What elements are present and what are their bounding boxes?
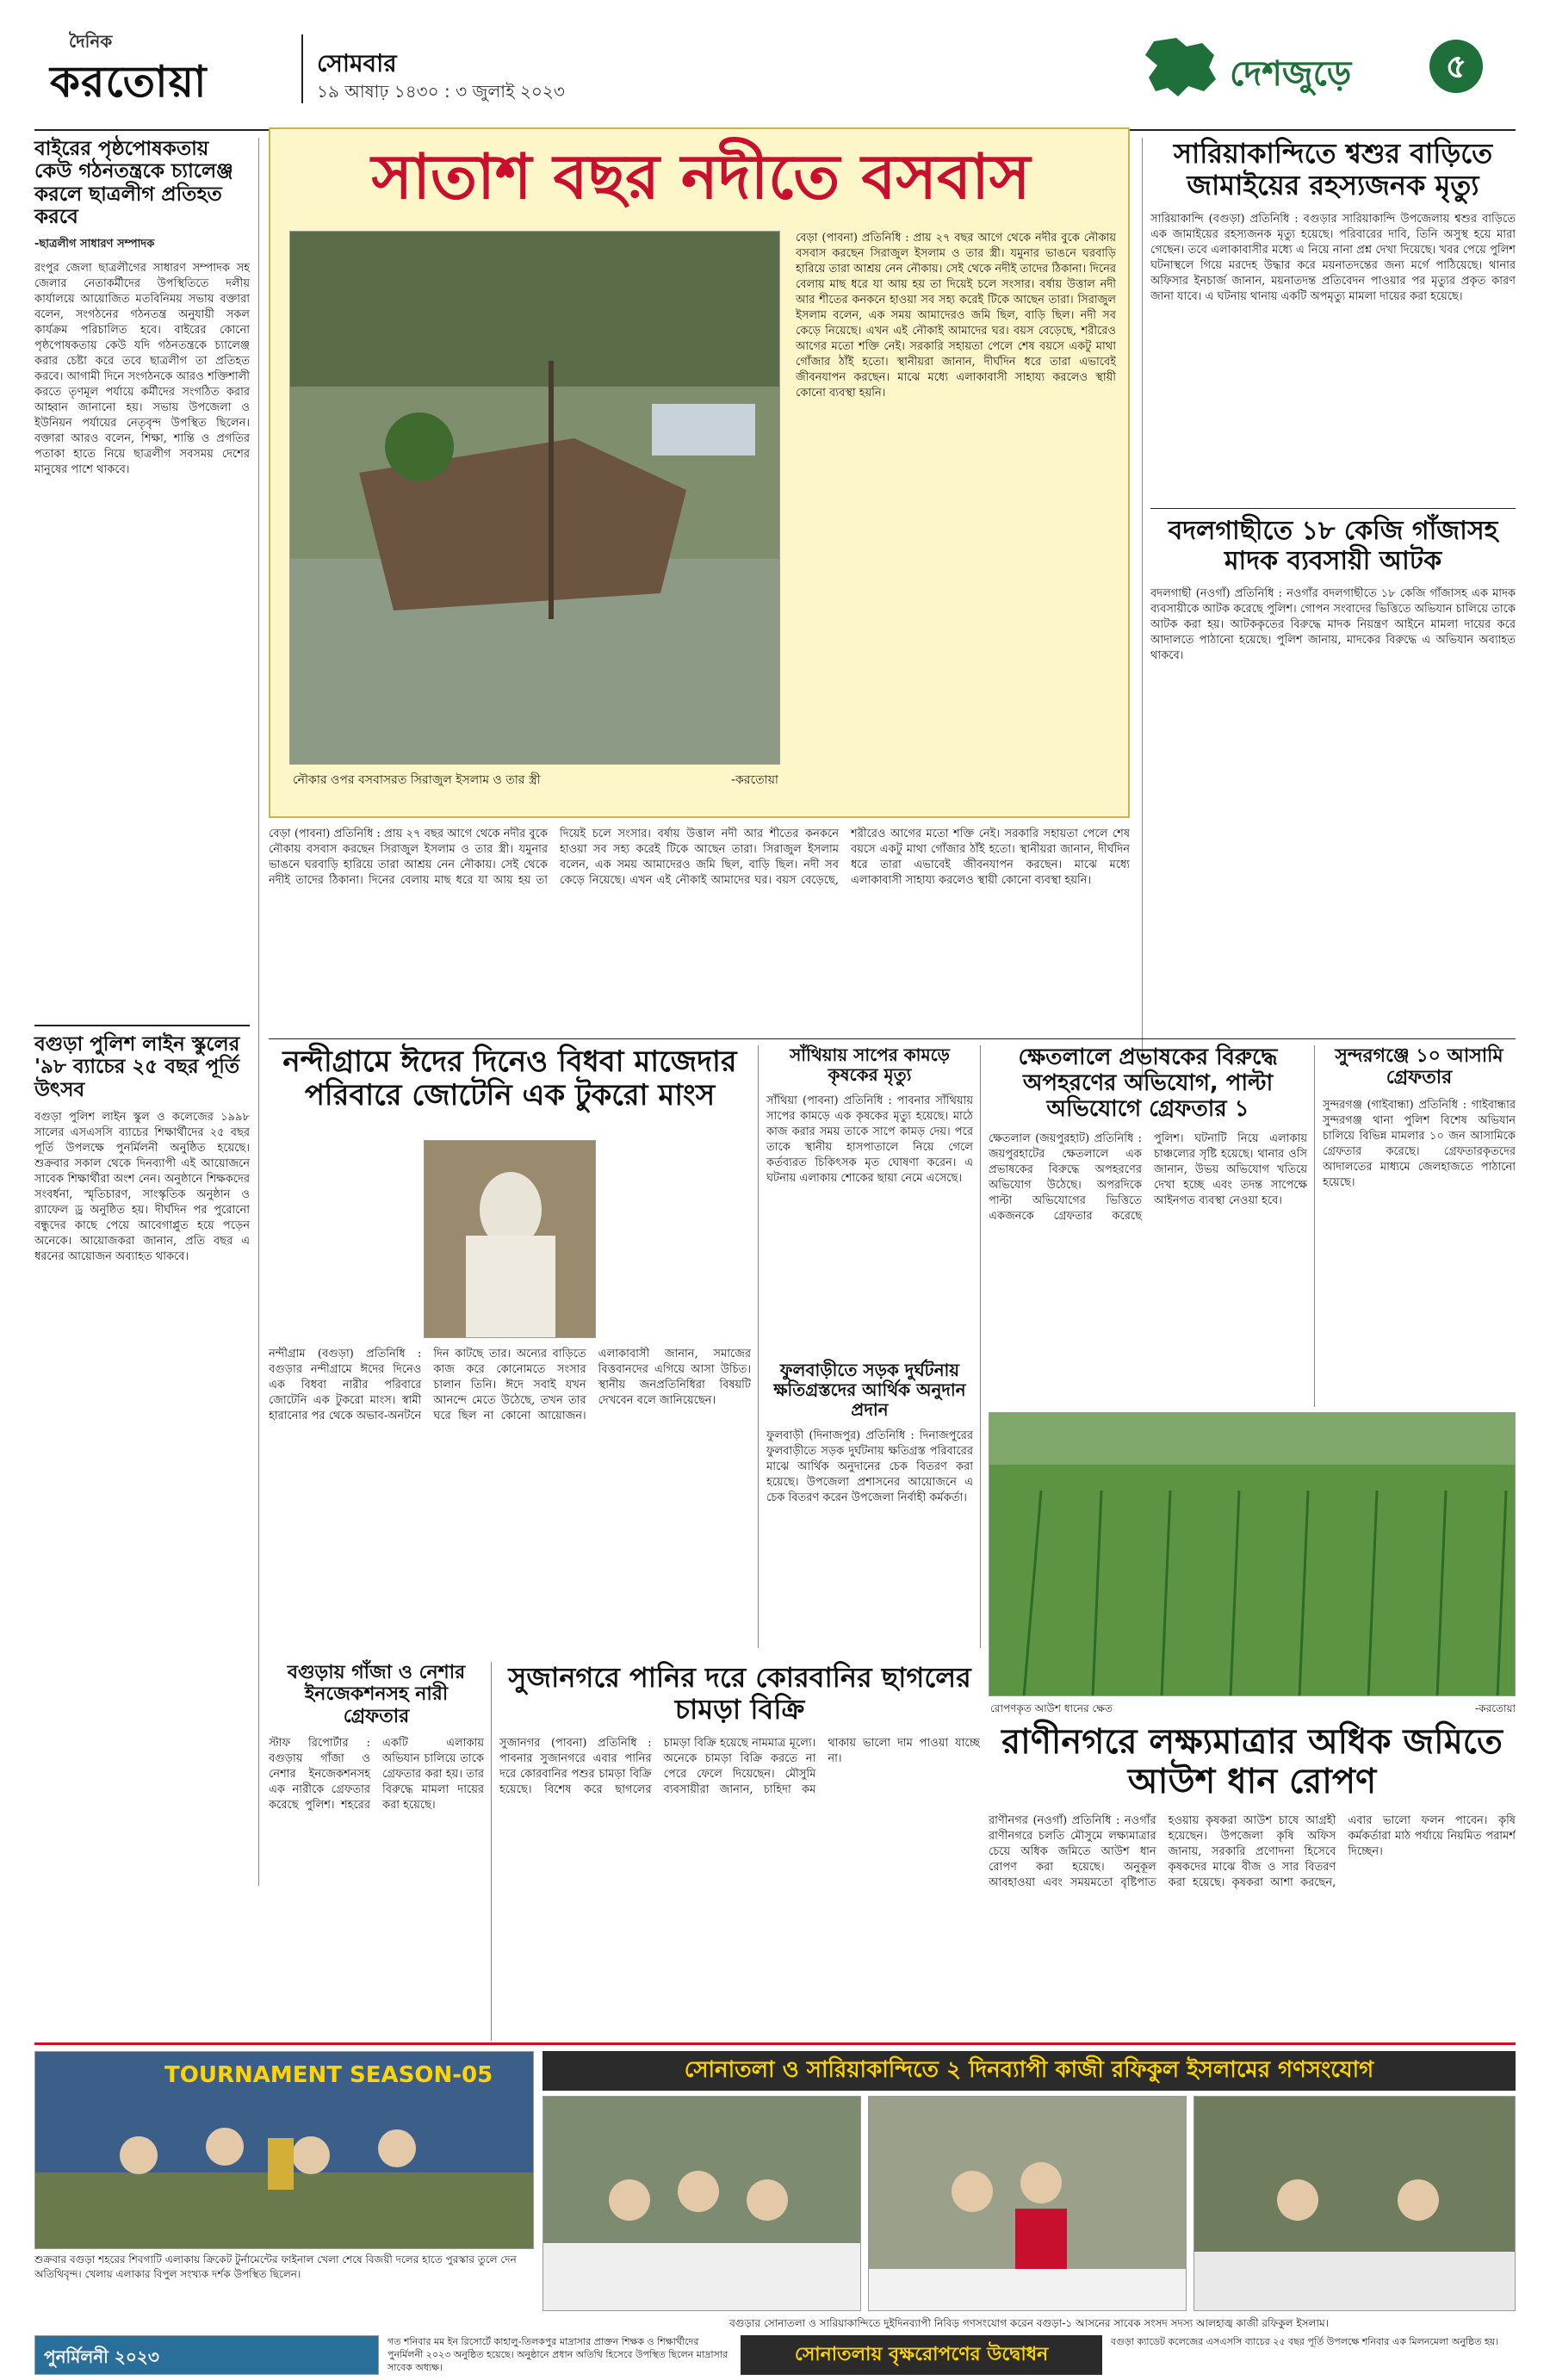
lead-photo-caption: নৌকার ওপর বসবাসরত সিরাজুল ইসলাম ও তার স্ত্রী	[293, 773, 541, 787]
lower-rule	[491, 1662, 492, 2041]
lead-story-box	[269, 127, 1130, 818]
gono-caption: বগুড়ার সোনাতলা ও সারিয়াকান্দিতে দুইদিনব্যাপী নিবিড় গণসংযোগ করেন বগুড়া-১ আসনের সাবেক সংসদ সদস্য আলহাজ্ব কাজী রফিকুল ইসলাম।	[729, 2317, 1329, 2329]
lead-photo-credit: -করতোয়া	[730, 773, 778, 787]
left-divider	[34, 1025, 250, 1026]
article-headline: বদলগাছীতে ১৮ কেজি গাঁজাসহ মাদক ব্যবসায়ী আটক	[1168, 516, 1498, 576]
tree-planting-title: সোনাতলায় বৃক্ষরোপণের উদ্বোধন	[794, 2344, 1049, 2365]
right-divider	[1150, 508, 1516, 509]
mid-rule-2	[980, 1045, 981, 1648]
article-body: সুন্দরগঞ্জ (গাইবান্ধা) প্রতিনিধি : গাইবান্ধার সুন্দরগঞ্জ থানা পুলিশ বিশেষ অভিযান চালিয়ে বিভিন্ন মামলার ১০ জন আসামিকে গ্রেফতার করেছে। গ্রেফতারকৃতদের আদালতের মাধ্যমে জেলহাজতে পাঠানো হয়েছে।	[1323, 1098, 1516, 1189]
lead-headline: সাতাশ বছর নদীতে বসবাস	[371, 140, 1031, 213]
page-divider	[269, 1038, 1516, 1039]
article-headline: রাণীনগরে লক্ষ্যমাত্রার অধিক জমিতে আউশ ধান রোপণ	[1001, 1722, 1503, 1801]
mid-rule-1	[758, 1045, 759, 1648]
bogura-ganja-article	[269, 1662, 484, 2041]
gono-banner	[542, 2051, 1516, 2091]
reunion-caption: গত শনিবার মম ইন রিসোর্টে কাহালু-তিলকপুর মাদ্রাসার প্রাক্তন শিক্ষক ও শিক্ষার্থীদের পুনর্মিলনী ২০২৩ অনুষ্ঠিত হয়েছে। অনুষ্ঠানে প্রধান অতিথি হিসেবে উপস্থিত ছিলেন মাদ্রাসার সাবেক অধ্যক্ষ।	[388, 2336, 728, 2373]
tournament-photo	[34, 2051, 534, 2249]
article-headline: বগুড়ায় গাঁজা ও নেশার ইনজেকশনসহ নারী গ্রেফতার	[287, 1662, 466, 1727]
lead-body-side: বেড়া (পাবনা) প্রতিনিধি : প্রায় ২৭ বছর আগে থেকে নদীর বুকে নৌকায় বসবাস করছেন সিরাজুল ইসলাম ও তার স্ত্রী। যমুনার ভাঙনে ঘরবাড়ি হারিয়ে তারা আশ্রয় নেন নৌকায়। সেই থেকে নদীই তাদের ঠিকানা। দিনের বেলায় মাছ ধরে যা আয় হয় তা দিয়েই চলে সংসার। বর্ষায় উত্তাল নদী আর শীতের কনকনে হাওয়া সব সহ্য করেই টিকে আছেন তারা। সিরাজুল ইসলাম বলেন, এক সময় আমাদেরও জমি ছিল, বাড়ি ছিল। নদী সব কেড়ে নিয়েছে। এখন এই নৌকাই আমাদের ঘর। বয়স বেড়েছে, শরীরেও আগের মতো শক্তি নেই। সরকারি সহায়তা পেলে শেষ বয়সে একটু মাথা গোঁজার ঠাঁই হতো। স্থানীয়রা জানান, দীর্ঘদিন ধরে তারা এভাবেই জীবনযাপন করছেন। মাঝে মধ্যে এলাকাবাসী সাহায্য করলেও স্থায়ী কোনো ব্যবস্থা হয়নি।	[796, 232, 1116, 400]
article-headline: বগুড়া পুলিশ লাইন স্কুলের '৯৮ ব্যাচের ২৫ বছর পূর্তি উৎসব	[34, 1033, 240, 1101]
reunion-photo	[34, 2335, 379, 2375]
article-headline: ক্ষেতলালে প্রভাষকের বিরুদ্ধে অপহরণের অভিযোগ, পাল্টা অভিযোগে গ্রেফতার ১	[1018, 1044, 1278, 1122]
section-title: দেশজুড়ে	[1230, 54, 1352, 94]
gono-banner-title: সোনাতলা ও সারিয়াকান্দিতে ২ দিনব্যাপী কাজী রফিকুল ইসলামের গণসংযোগ	[684, 2057, 1374, 2083]
gono-photo-3	[1194, 2096, 1516, 2311]
ketlal-article	[989, 1045, 1307, 1407]
lead-photo	[289, 231, 780, 765]
reunion-banner-text: পুনর্মিলনী ২০২৩	[44, 2346, 159, 2367]
paddy-photo	[989, 1412, 1516, 1696]
article-body: বগুড়া পুলিশ লাইন স্কুল ও কলেজের ১৯৯৮ সালের এসএসসি ব্যাচের শিক্ষার্থীদের ২৫ বছর পূর্তি উপলক্ষে পুনর্মিলনী অনুষ্ঠিত হয়েছে। শুক্রবার সকাল থেকে দিনব্যাপী এই আয়োজনে সাবেক শিক্ষার্থীরা অংশ নেন। অনুষ্ঠানে শিক্ষকদের সংবর্ধনা, স্মৃতিচারণ, সাংস্কৃতিক অনুষ্ঠান ও র‍্যাফেল ড্র অনুষ্ঠিত হয়। দীর্ঘদিন পর পুরোনো বন্ধুদের কাছে পেয়ে আবেগাপ্লুত হয়ে পড়েন অনেকে। আয়োজকরা জানান, প্রতি বছর এ ধরনের আয়োজন অব্যাহত থাকবে।	[34, 1111, 250, 1264]
tournament-banner-text: TOURNAMENT SEASON-05	[164, 2062, 493, 2088]
snake-article	[766, 1045, 973, 1355]
article-headline: ফুলবাড়ীতে সড়ক দুর্ঘটনায় ক্ষতিগ্রস্তদের আর্থিক অনুদান প্রদান	[773, 1360, 966, 1420]
article-headline: সাঁথিয়ায় সাপের কামড়ে কৃষকের মৃত্যু	[790, 1044, 950, 1085]
article-body: রংপুর জেলা ছাত্রলীগের সাধারণ সম্পাদক সহ জেলার নেতাকর্মীদের উপস্থিতিতে দলীয় কার্যালয়ে আয়োজিত মতবিনিময় সভায় বক্তারা বলেন, সংগঠনের গঠনতন্ত্র অনুযায়ী সকল কার্যক্রম পরিচালিত হবে। বাইরের কোনো পৃষ্ঠপোষকতায় কেউ যদি গঠনতন্ত্রকে চ্যালেঞ্জ করার চেষ্টা করে তবে ছাত্রলীগ তা প্রতিহত করবে। আগামী দিনে সংগঠনকে আরও শক্তিশালী করতে তৃণমূল পর্যায়ে কর্মীদের সংগঠিত করার আহ্বান জানানো হয়। সভায় উপজেলা ও ইউনিয়ন পর্যায়ের নেতৃবৃন্দ উপস্থিত ছিলেন। বক্তারা আরও বলেন, শিক্ষা, শান্তি ও প্রগতির পতাকা হাতে নিয়ে ছাত্রলীগ সবসময় দেশের মানুষের পাশে থাকবে।	[34, 261, 250, 476]
article-body: ফুলবাড়ী (দিনাজপুর) প্রতিনিধি : দিনাজপুরের ফুলবাড়ীতে সড়ক দুর্ঘটনায় ক্ষতিগ্রস্ত পরিবারের মাঝে আর্থিক অনুদানের চেক বিতরণ করা হয়েছে। উপজেলা প্রশাসনের আয়োজনে এ চেক বিতরণ করেন উপজেলা নির্বাহী কর্মকর্তা।	[766, 1429, 973, 1504]
sundarganj-article	[1323, 1045, 1516, 1407]
bottom-section-rule	[34, 2042, 1516, 2045]
logo-main: করতোয়া	[50, 56, 208, 107]
article-body: ক্ষেতলাল (জয়পুরহাট) প্রতিনিধি : জয়পুরহাটের ক্ষেতলালে এক প্রভাষকের বিরুদ্ধে অপহরণের অভিযোগ উঠেছে। অপরদিকে পাল্টা অভিযোগের ভিত্তিতে একজনকে গ্রেফতার করেছে পুলিশ। ঘটনাটি নিয়ে এলাকায় চাঞ্চল্যের সৃষ্টি হয়েছে। থানার ওসি জানান, উভয় অভিযোগ খতিয়ে দেখা হচ্ছে এবং তদন্ত সাপেক্ষে আইনগত ব্যবস্থা নেওয়া হবে।	[989, 1131, 1307, 1223]
right-top-article	[1150, 138, 1516, 499]
article-headline: নন্দীগ্রামে ঈদের দিনেও বিধবা মাজেদার পরিবারে জোটেনি এক টুকরো মাংস	[282, 1044, 737, 1113]
weekday: সোমবার	[317, 49, 397, 77]
article-body: সুজানগর (পাবনা) প্রতিনিধি : পাবনার সুজানগরে এবার পানির দরে কোরবানির পশুর চামড়া বিক্রি হয়েছে। বিশেষ করে ছাগলের চামড়া বিক্রি হয়েছে নামমাত্র মূল্যে। অনেকে চামড়া বিক্রি করতে না পেরে ফেলে দিয়েছেন। মৌসুমি ব্যবসায়ীরা জানান, চাহিদা কম থাকায় ভালো দাম পাওয়া যাচ্ছে না।	[499, 1736, 980, 1796]
right-col-rule	[1142, 138, 1143, 1085]
tournament-caption: শুক্রবার বগুড়া শহরের শিবগাটি এলাকায় ক্রিকেট টুর্নামেন্টের ফাইনাল খেলা শেষে বিজয়ী দলের হাতে পুরস্কার তুলে দেন অতিথিবৃন্দ। খেলায় এলাকার বিপুল সংখ্যক দর্শক উপস্থিত ছিলেন।	[34, 2253, 517, 2280]
tree-planting-title-box	[741, 2335, 1102, 2375]
article-byline: -ছাত্রলীগ সাধারণ সম্পাদক	[34, 237, 155, 251]
article-body: নন্দীগ্রাম (বগুড়া) প্রতিনিধি : বগুড়ার নন্দীগ্রামে ঈদের দিনেও এক বিধবা নারীর পরিবারে জোটেনি এক টুকরো মাংস। স্বামী হারানোর পর থেকে অভাব-অনটনে দিন কাটছে তার। অন্যের বাড়িতে কাজ করে কোনোমতে সংসার চালান তিনি। ঈদে সবাই যখন আনন্দে মেতে উঠেছে, তখন তার ঘরে ছিল না কোনো আয়োজন। এলাকাবাসী জানান, সমাজের বিত্তবানদের এগিয়ে আসা উচিত। স্থানীয় জনপ্রতিনিধিরা বিষয়টি দেখবেন বলে জানিয়েছেন।	[269, 1348, 751, 1422]
article-body: বদলগাছী (নওগাঁ) প্রতিনিধি : নওগাঁর বদলগাছীতে ১৮ কেজি গাঁজাসহ এক মাদক ব্যবসায়ীকে আটক করেছে পুলিশ। গোপন সংবাদের ভিত্তিতে অভিযান চালিয়ে তাকে আটক করা হয়। আটককৃতের বিরুদ্ধে মাদক নিয়ন্ত্রণ আইনে মামলা দায়ের করে আদালতে পাঠানো হয়েছে। পুলিশ জানায়, মাদকের বিরুদ্ধে এ অভিযান অব্যাহত থাকবে।	[1150, 587, 1516, 662]
widow-photo	[424, 1140, 596, 1338]
bangladesh-map-icon	[1137, 34, 1223, 102]
article-headline: বাইরের পৃষ্ঠপোষকতায় কেউ গঠনতন্ত্রকে চ্যালেঞ্জ করলে ছাত্রলীগ প্রতিহত করবে	[34, 138, 233, 229]
kadet-caption: বগুড়া ক্যাডেট কলেজের এসএসসি ব্যাচের ২৫ বছর পূর্তি উপলক্ষে শনিবার এক মিলনমেলা অনুষ্ঠিত হয়।	[1111, 2336, 1499, 2347]
masthead	[0, 0, 1550, 129]
article-headline: সারিয়াকান্দিতে শ্বশুর বাড়িতে জামাইয়ের রহস্যজনক মৃত্যু	[1173, 137, 1493, 201]
masthead-divider	[301, 34, 303, 103]
article-headline: সুজানগরে পানির দরে কোরবানির ছাগলের চামড়া বিক্রি	[508, 1661, 971, 1726]
date-line: ১৯ আষাঢ় ১৪৩০ : ৩ জুলাই ২০২৩	[317, 81, 565, 102]
right-mid-article	[1150, 517, 1516, 861]
mid-rule-3	[1314, 1045, 1315, 1407]
article-body: স্টাফ রিপোর্টার : বগুড়ায় গাঁজা ও নেশার ইনজেকশনসহ এক নারীকে গ্রেফতার করেছে পুলিশ। শহরের একটি এলাকায় অভিযান চালিয়ে তাকে গ্রেফতার করা হয়। তার বিরুদ্ধে মামলা দায়ের করা হয়েছে।	[269, 1736, 484, 1812]
paddy-photo-caption: রোপণকৃত আউশ ধানের ক্ষেত	[990, 1702, 1113, 1714]
article-body: রাণীনগর (নওগাঁ) প্রতিনিধি : নওগাঁর রাণীনগরে চলতি মৌসুমে লক্ষ্যমাত্রার চেয়ে অধিক জমিতে আউশ ধান রোপণ করা হয়েছে। অনুকূল আবহাওয়া এবং সময়মতো বৃষ্টিপাত হওয়ায় কৃষকরা আউশ চাষে আগ্রহী হয়েছেন। উপজেলা কৃষি অফিস জানায়, সরকারি প্রণোদনা হিসেবে কৃষকদের মাঝে বীজ ও সার বিতরণ করা হয়েছে। কৃষকরা আশা করছেন, এবার ভালো ফলন পাবেন। কৃষি কর্মকর্তারা মাঠ পর্যায়ে নিয়মিত পরামর্শ দিচ্ছেন।	[989, 1814, 1516, 1889]
article-body: সারিয়াকান্দি (বগুড়া) প্রতিনিধি : বগুড়ার সারিয়াকান্দি উপজেলায় শ্বশুর বাড়িতে এক জামাইয়ের রহস্যজনক মৃত্যু হয়েছে। পরিবারের দাবি, তিনি অসুস্থ হয়ে মারা গেছেন। তবে এলাকাবাসীর মধ্যে এ নিয়ে নানা প্রশ্ন দেখা দিয়েছে। খবর পেয়ে পুলিশ ঘটনাস্থলে গিয়ে মরদেহ উদ্ধার করে ময়নাতদন্তের জন্য মর্গে পাঠিয়েছে। থানার অফিসার ইনচার্জ জানান, ময়নাতদন্ত প্রতিবেদন পাওয়ার পর মৃত্যুর প্রকৃত কারণ জানা যাবে। এ ঘটনায় থানায় একটি অপমৃত্যু মামলা দায়ের করা হয়েছে।	[1150, 212, 1516, 303]
left-col-rule	[258, 138, 259, 1886]
phulbari-article	[766, 1360, 973, 1653]
sujanagar-article	[499, 1662, 980, 2041]
article-headline: সুন্দরগঞ্জে ১০ আসামি গ্রেফতার	[1335, 1045, 1504, 1089]
nandigram-article	[269, 1045, 751, 1657]
gono-photo-1	[542, 2096, 861, 2311]
logo-small: দৈনিক	[69, 31, 113, 52]
page-number-badge	[1429, 40, 1483, 93]
gono-photo-2	[868, 2096, 1187, 2311]
raninagar-article	[989, 1722, 1516, 2041]
article-body: সাঁথিয়া (পাবনা) প্রতিনিধি : পাবনার সাঁথিয়ায় সাপের কামড়ে এক কৃষকের মৃত্যু হয়েছে। মাঠে কাজ করার সময় তাকে সাপে কামড় দেয়। পরে তাকে স্থানীয় হাসপাতালে নিয়ে গেলে কর্তব্যরত চিকিৎসক মৃত ঘোষণা করেন। এ ঘটনায় এলাকায় শোকের ছায়া নেমে এসেছে।	[766, 1094, 973, 1185]
lead-body-continued: বেড়া (পাবনা) প্রতিনিধি : প্রায় ২৭ বছর আগে থেকে নদীর বুকে নৌকায় বসবাস করছেন সিরাজুল ইসলাম ও তার স্ত্রী। যমুনার ভাঙনে ঘরবাড়ি হারিয়ে তারা আশ্রয় নেন নৌকায়। সেই থেকে নদীই তাদের ঠিকানা। দিনের বেলায় মাছ ধরে যা আয় হয় তা দিয়েই চলে সংসার। বর্ষায় উত্তাল নদী আর শীতের কনকনে হাওয়া সব সহ্য করেই টিকে আছেন তারা। সিরাজুল ইসলাম বলেন, এক সময় আমাদেরও জমি ছিল, বাড়ি ছিল। নদী সব কেড়ে নিয়েছে। এখন এই নৌকাই আমাদের ঘর। বয়স বেড়েছে, শরীরেও আগের মতো শক্তি নেই। সরকারি সহায়তা পেলে শেষ বয়সে একটু মাথা গোঁজার ঠাঁই হতো। স্থানীয়রা জানান, দীর্ঘদিন ধরে তারা এভাবেই জীবনযাপন করছেন। মাঝে মধ্যে এলাকাবাসী সাহায্য করলেও স্থায়ী কোনো ব্যবস্থা হয়নি।	[269, 827, 1130, 887]
left-article	[34, 138, 250, 1020]
page-number: ৫	[1445, 47, 1467, 85]
left-article-2	[34, 1033, 250, 1894]
paddy-photo-credit: -করতোয়া	[1474, 1702, 1516, 1714]
